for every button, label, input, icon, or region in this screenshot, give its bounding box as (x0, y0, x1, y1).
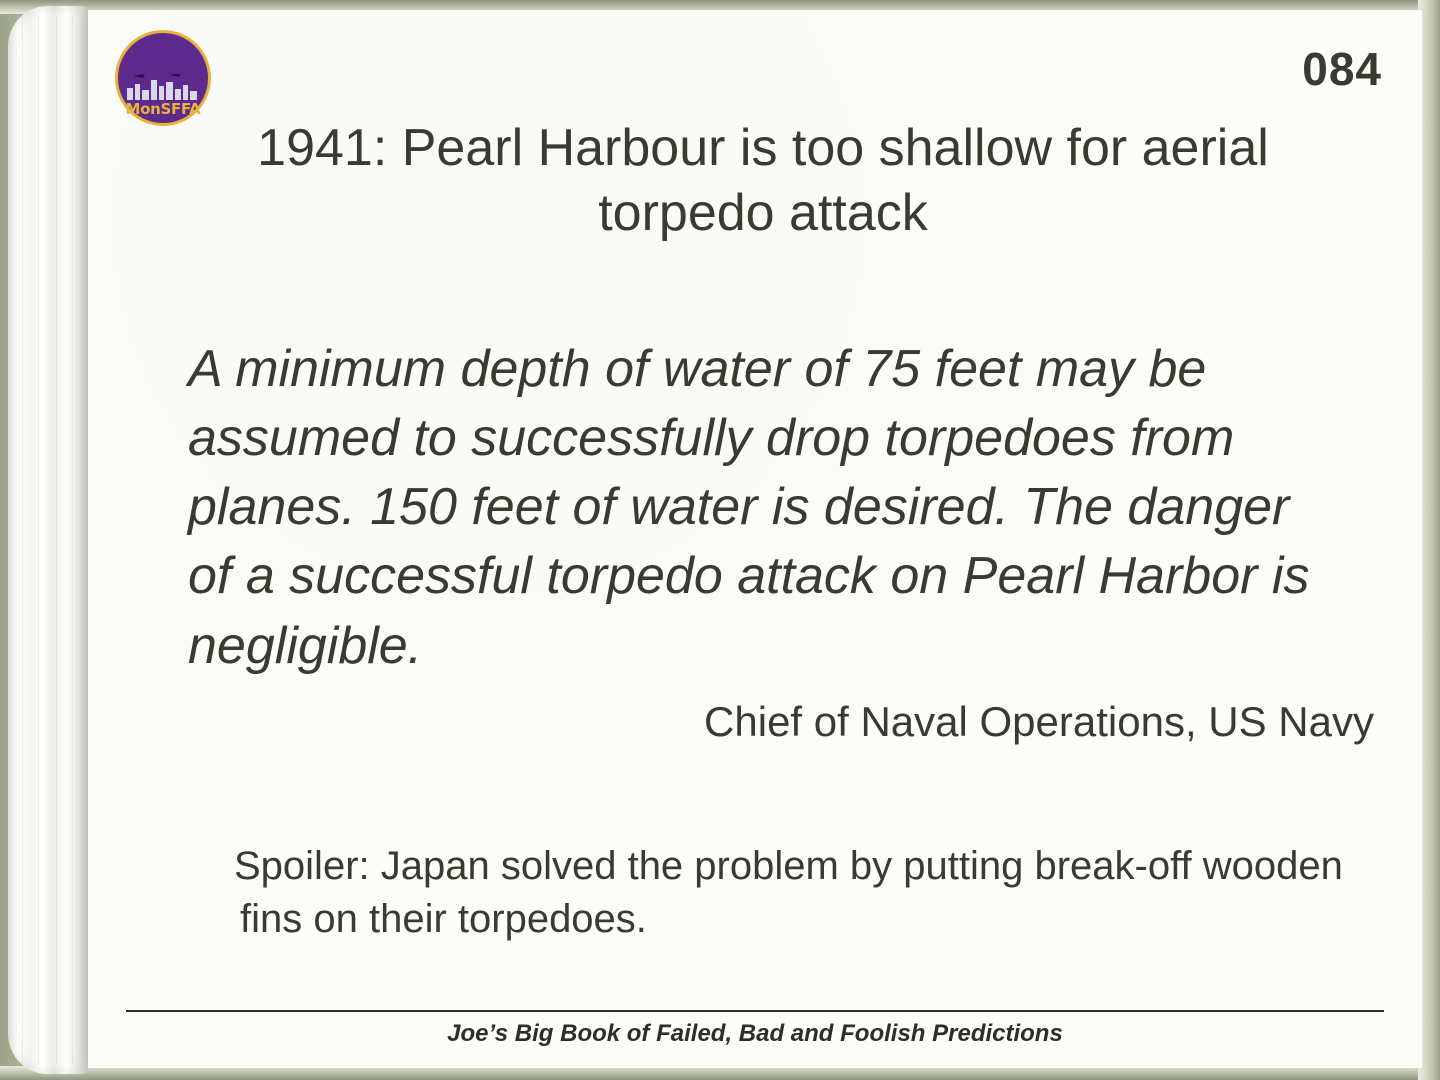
quote-attribution: Chief of Naval Operations, US Navy (704, 698, 1374, 745)
logo-text: MonSFFA (125, 100, 201, 118)
page-number: 084 (1302, 43, 1382, 95)
page-surface (88, 10, 1422, 1068)
spoiler-text: Spoiler: Japan solved the problem by putting break-off wooden fins on their torpedoes. (234, 844, 1343, 941)
skyline-icon (125, 74, 201, 100)
book-edge-bottom (0, 1066, 1440, 1080)
footer-caption: Joe’s Big Book of Failed, Bad and Foolish Predictions (447, 1020, 1063, 1047)
page-title: 1941: Pearl Harbour is too shallow for aerial torpedo attack (257, 119, 1269, 242)
monsffa-logo-icon (109, 30, 217, 130)
footer-divider (126, 1010, 1384, 1012)
page-curl-left (8, 6, 88, 1074)
quote-text: A minimum depth of water of 75 feet may be assumed to successfully drop torpedoes from planes. 150 feet of water is desired. The danger of a successful torpedo attack on Pearl Harbor is negligible. (188, 340, 1310, 675)
